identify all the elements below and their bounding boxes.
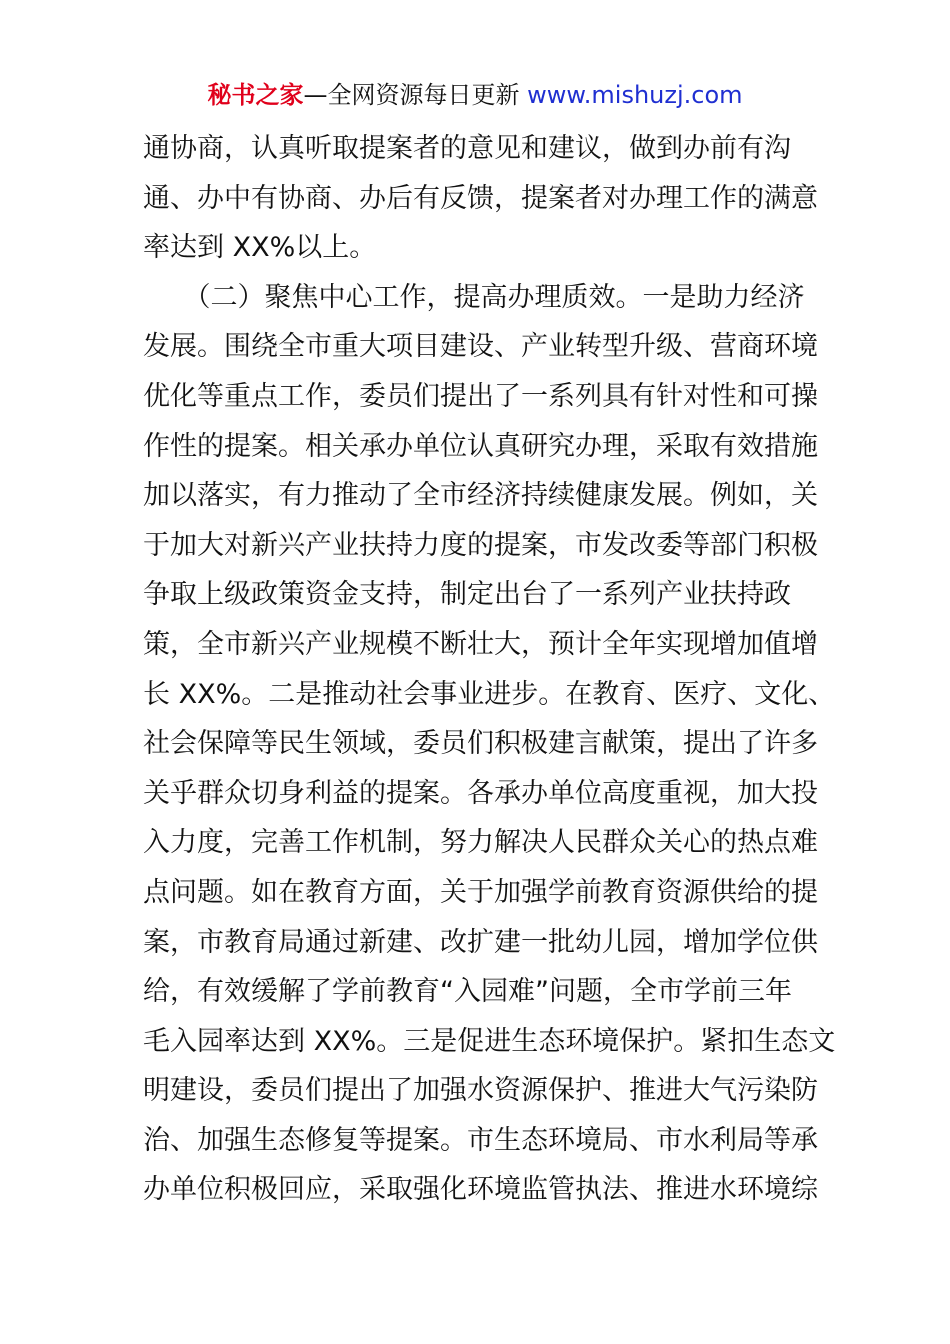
text-line: 关乎群众切身利益的提案。各承办单位高度重视，加大投	[143, 777, 818, 809]
text-line: 明建设，委员们提出了加强水资源保护、推进大气污染防	[143, 1075, 818, 1107]
text-line: 毛入园率达到 XX%。三是促进生态环境保护。紧扣生态文	[143, 1025, 836, 1057]
text-line: 争取上级政策资金支持，制定出台了一系列产业扶持政	[143, 579, 791, 611]
text-line: 案，市教育局通过新建、改扩建一批幼儿园，增加学位供	[143, 926, 818, 958]
text-line: 长 XX%。二是推动社会事业进步。在教育、医疗、文化、	[143, 678, 836, 710]
text-line: 通、办中有协商、办后有反馈，提案者对办理工作的满意	[143, 182, 818, 214]
text-line: 给，有效缓解了学前教育“入园难”问题，全市学前三年	[143, 976, 792, 1008]
text-line: 办单位积极回应，采取强化环境监管执法、推进水环境综	[143, 1174, 818, 1206]
text-line: 发展。围绕全市重大项目建设、产业转型升级、营商环境	[143, 331, 818, 363]
header-url: www.mishuzj.com	[527, 81, 743, 109]
text-line: 点问题。如在教育方面，关于加强学前教育资源供给的提	[143, 876, 818, 908]
text-line: 作性的提案。相关承办单位认真研究办理，采取有效措施	[143, 430, 818, 462]
text-line: 通协商，认真听取提案者的意见和建议，做到办前有沟	[143, 133, 791, 164]
text-line: 于加大对新兴产业扶持力度的提案，市发改委等部门积极	[143, 529, 818, 561]
text-line: 入力度，完善工作机制，努力解决人民群众关心的热点难	[143, 827, 818, 859]
text-line: 治、加强生态修复等提案。市生态环境局、市水利局等承	[143, 1124, 818, 1156]
text-line: 率达到 XX%以上。	[143, 232, 377, 264]
text-line: 社会保障等民生领域，委员们积极建言献策，提出了许多	[143, 728, 818, 760]
header-tagline: —全网资源每日更新	[303, 81, 528, 109]
text-line: 策，全市新兴产业规模不断壮大，预计全年实现增加值增	[143, 628, 818, 660]
text-line: 优化等重点工作，委员们提出了一系列具有针对性和可操	[143, 380, 818, 412]
brand-name: 秘书之家	[207, 81, 304, 109]
watermark-header	[0, 78, 950, 112]
text-line: （二）聚焦中心工作，提高办理质效。一是助力经济	[143, 281, 805, 313]
document-body	[143, 124, 836, 1215]
text-line: 加以落实，有力推动了全市经济持续健康发展。例如，关	[143, 480, 818, 512]
